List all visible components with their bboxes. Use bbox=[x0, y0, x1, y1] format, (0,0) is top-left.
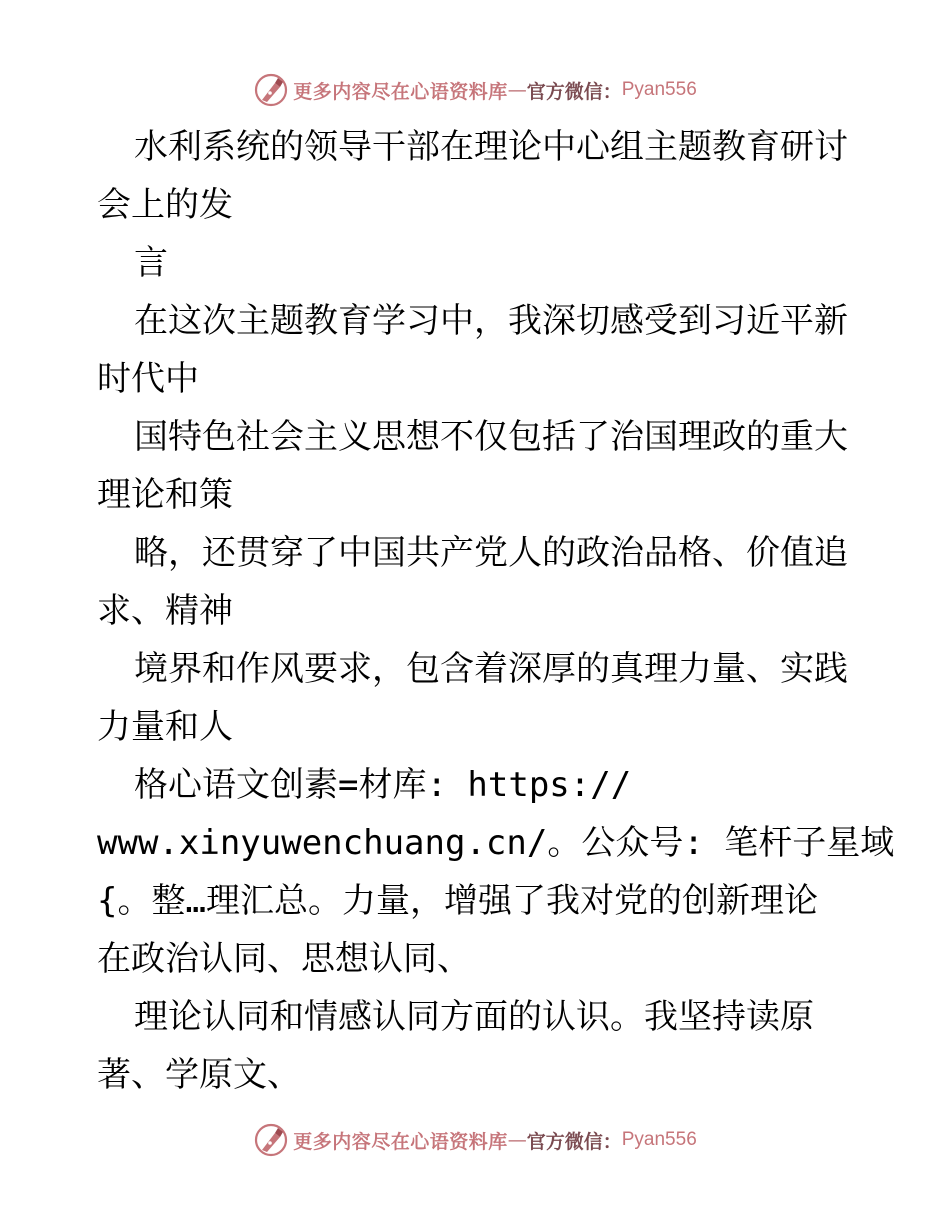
body-line: 会上的发 bbox=[97, 185, 233, 225]
body-line: 国特色社会主义思想不仅包括了治国理政的重大 bbox=[134, 417, 848, 457]
body-line: 力量和人 bbox=[97, 707, 233, 747]
banner-wechat-label: 官方微信： bbox=[526, 80, 622, 103]
banner-wechat-label: 官方微信： bbox=[526, 1130, 622, 1153]
body-line: 在这次主题教育学习中，我深切感受到习近平新 bbox=[134, 301, 848, 341]
body-line: www.xinyuwenchuang.cn/。公众号: 笔杆子星域 bbox=[97, 823, 895, 863]
body-line: 求、精神 bbox=[97, 591, 233, 631]
banner-separator: — bbox=[507, 79, 527, 101]
body-line: {。整…理汇总。力量，增强了我对党的创新理论 bbox=[97, 881, 818, 921]
body-line: 言 bbox=[134, 243, 168, 283]
body-line: 水利系统的领导干部在理论中心组主题教育研讨 bbox=[134, 127, 848, 167]
document-body bbox=[0, 118, 950, 1104]
body-line: 格心语文创素=材库: https:// bbox=[134, 765, 632, 805]
body-line: 境界和作风要求，包含着深厚的真理力量、实践 bbox=[134, 649, 848, 689]
banner-wechat-id: Pyan556 bbox=[621, 79, 697, 100]
body-line: 理论和策 bbox=[97, 475, 233, 515]
body-line: 理论认同和情感认同方面的认识。我坚持读原 bbox=[134, 997, 814, 1037]
footer-banner bbox=[0, 1120, 950, 1160]
pen-nib-logo-icon bbox=[253, 1122, 289, 1158]
banner-text: 更多内容尽在心语资料库 bbox=[293, 1130, 508, 1153]
banner-separator: — bbox=[507, 1129, 527, 1151]
body-line: 在政治认同、思想认同、 bbox=[97, 939, 471, 979]
body-line: 略，还贯穿了中国共产党人的政治品格、价值追 bbox=[134, 533, 848, 573]
banner-wechat-id: Pyan556 bbox=[621, 1129, 697, 1150]
pen-nib-logo-icon bbox=[253, 72, 289, 108]
header-banner bbox=[0, 70, 950, 110]
banner-text: 更多内容尽在心语资料库 bbox=[293, 80, 508, 103]
body-line: 著、学原文、 bbox=[97, 1055, 301, 1095]
body-line: 时代中 bbox=[97, 359, 199, 399]
